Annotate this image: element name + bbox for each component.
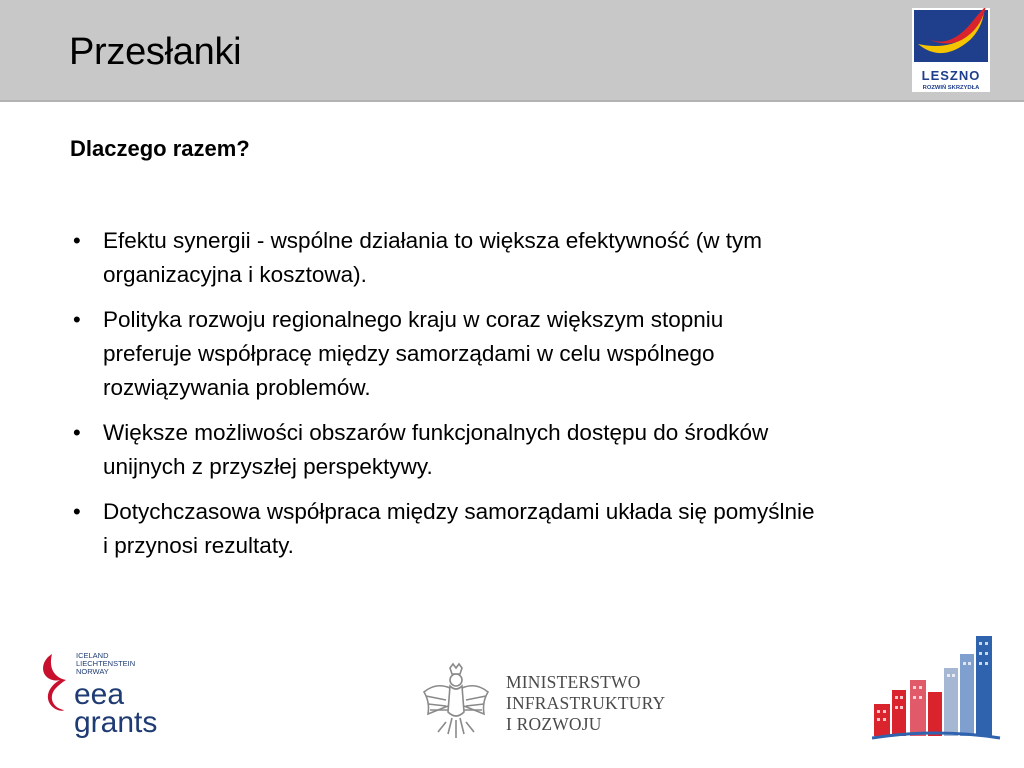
- city-buildings-logo: [872, 632, 1002, 742]
- ministry-line-3: I ROZWOJU: [506, 714, 602, 734]
- bullet-item: [70, 495, 950, 563]
- bullet-dot: •: [73, 228, 81, 253]
- bullet-line: Większe możliwości obszarów funkcjonalnych dostępu do środków: [103, 420, 769, 445]
- bullet-item: [70, 303, 950, 405]
- bullet-line: organizacyjna i kosztowa).: [103, 262, 367, 287]
- eea-logo-mark: [43, 654, 66, 711]
- polish-eagle-icon: [420, 662, 492, 742]
- leszno-logo-tagline: ROZWIŃ SKRZYDŁA: [922, 85, 980, 91]
- eea-word: eea: [74, 678, 125, 711]
- city-buildings: [874, 636, 992, 736]
- ministry-logo: [420, 662, 700, 742]
- bullet-line: Efektu synergii - wspólne działania to większa efektywność (w tym: [103, 228, 763, 253]
- bullet-line: Dotychczasowa współpraca między samorządami układa się pomyślnie: [103, 499, 815, 524]
- bullet-dot: •: [73, 307, 81, 332]
- bullet-item: [70, 224, 950, 292]
- bullet-dot: •: [73, 420, 81, 445]
- bullet-line: rozwiązywania problemów.: [103, 375, 371, 400]
- ministry-line-1: MINISTERSTWO: [506, 672, 641, 692]
- eea-country-2: LIECHTENSTEIN: [76, 659, 136, 668]
- leszno-logo-name: LESZNO: [921, 68, 981, 83]
- slide-header: [0, 0, 1024, 102]
- bullet-list: [70, 224, 950, 574]
- eea-country-3: NORWAY: [76, 667, 109, 676]
- slide-title: Przesłanki: [69, 31, 242, 73]
- bullet-dot: •: [73, 499, 81, 524]
- bullet-line: unijnych z przyszłej perspektywy.: [103, 454, 433, 479]
- eea-country-1: ICELAND: [76, 651, 109, 660]
- slide-subheading: Dlaczego razem?: [70, 136, 250, 161]
- bullet-line: Polityka rozwoju regionalnego kraju w coraz większym stopniu: [103, 307, 724, 332]
- grants-word: grants: [74, 706, 158, 739]
- ministry-line-2: INFRASTRUKTURY: [506, 693, 666, 713]
- bullet-line: preferuje współpracę między samorządami w celu wspólnego: [103, 341, 715, 366]
- leszno-logo: [912, 8, 990, 92]
- bullet-line: i przynosi rezultaty.: [103, 533, 294, 558]
- bullet-item: [70, 416, 950, 484]
- eea-grants-logo: [40, 650, 180, 740]
